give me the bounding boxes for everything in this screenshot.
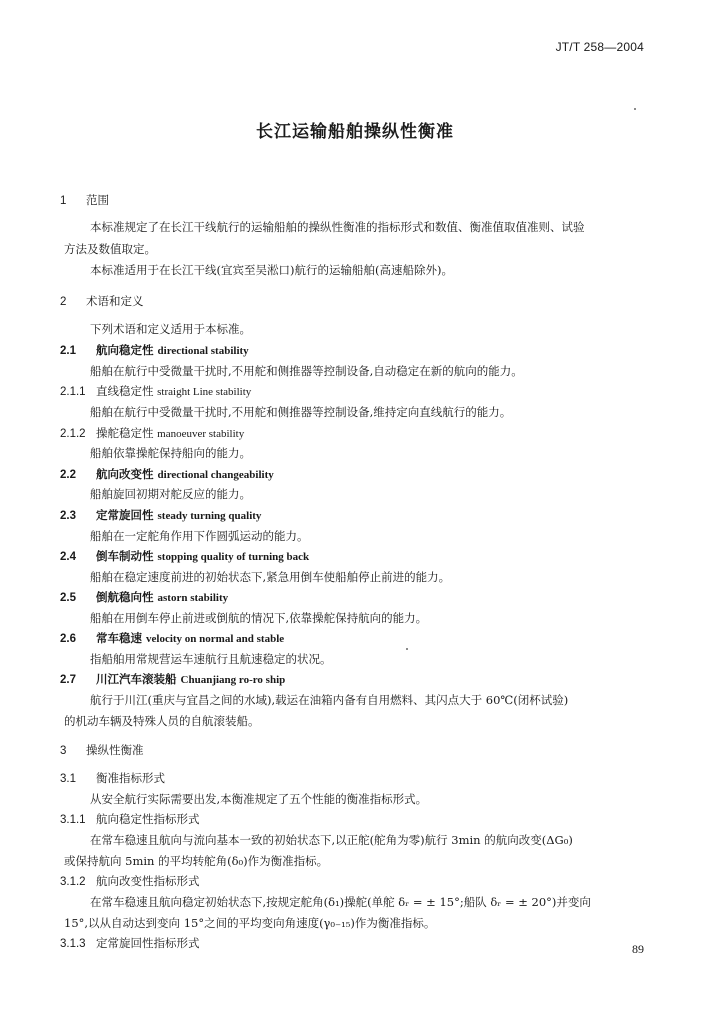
term-2-7-definition-line-1: 航行于川江(重庆与宜昌之间的水域),载运在油箱内备有自用燃料、其闪点大于 60℃(闭杯试验): [90, 693, 569, 707]
section-3-heading: 3 操纵性衡准: [60, 743, 144, 757]
term-2-5-definition: 船舶在用倒车停止前进或倒航的情况下,依靠操舵保持航向的能力。: [90, 611, 428, 625]
document-title: 长江运输船舶操纵性衡准: [256, 122, 454, 142]
section-1-paragraph-1-line-1: 本标准规定了在长江干线航行的运输船舶的操纵性衡准的指标形式和数值、衡准值取值准则、试验: [90, 220, 585, 234]
term-2-1-2-heading: 2.1.2 操舵稳定性 manoeuver stability: [60, 426, 245, 440]
section-2-heading: 2 术语和定义: [60, 294, 144, 308]
term-2-5-heading: 2.5 倒航稳向性 astorn stability: [60, 590, 229, 604]
clause-3-1-1-heading: 3.1.1 航向稳定性指标形式: [60, 812, 200, 826]
clause-3-1-1-line-2: 或保持航向 5min 的平均转舵角(δ₀)作为衡准指标。: [64, 854, 329, 868]
section-1-paragraph-1-line-2: 方法及数值取定。: [64, 242, 156, 256]
term-2-6-heading: 2.6 常车稳速 velocity on normal and stable: [60, 631, 285, 645]
clause-3-1-2-line-2: 15°,以从自动达到变向 15°之间的平均变向角速度(γ₀₋₁₅)作为衡准指标。: [64, 916, 436, 930]
term-2-7-heading: 2.7 川江汽车滚装船 Chuanjiang ro-ro ship: [60, 672, 286, 686]
section-1-paragraph-2: 本标准适用于在长江干线(宜宾至吴淞口)航行的运输船舶(高速船除外)。: [90, 263, 453, 277]
term-2-3-definition: 船舶在一定舵角作用下作圆弧运动的能力。: [90, 529, 309, 543]
scan-speck: [406, 648, 408, 650]
term-2-2-definition: 船舶旋回初期对舵反应的能力。: [90, 487, 251, 501]
term-2-1-2-definition: 船舶依靠操舵保持船向的能力。: [90, 446, 251, 460]
section-1-heading: 1 范围: [60, 193, 109, 207]
clause-3-1-1-line-1: 在常车稳速且航向与流向基本一致的初始状态下,以正舵(舵角为零)航行 3min 的航向改变(ΔG₀): [90, 833, 573, 847]
page-number: 89: [632, 942, 644, 956]
standard-code: JT/T 258—2004: [555, 40, 644, 54]
scan-speck: [634, 108, 636, 110]
term-2-4-heading: 2.4 倒车制动性 stopping quality of turning back: [60, 549, 310, 563]
term-2-1-1-heading: 2.1.1 直线稳定性 straight Line stability: [60, 384, 252, 398]
term-2-4-definition: 船舶在稳定速度前进的初始状态下,紧急用倒车使船舶停止前进的能力。: [90, 570, 451, 584]
clause-3-1-2-line-1: 在常车稳速且航向稳定初始状态下,按规定舵角(δ₁)操舵(单舵 δᵣ = ± 15°;船队 δᵣ = ± 20°)并变向: [90, 895, 591, 909]
term-2-1-definition: 船舶在航行中受微量干扰时,不用舵和侧推器等控制设备,自动稳定在新的航向的能力。: [90, 364, 523, 378]
clause-3-1-text: 从安全航行实际需要出发,本衡准规定了五个性能的衡准指标形式。: [90, 792, 428, 806]
term-2-2-heading: 2.2 航向改变性 directional changeability: [60, 467, 274, 481]
term-2-1-heading: 2.1 航向稳定性 directional stability: [60, 343, 249, 357]
clause-3-1-heading: 3.1 衡准指标形式: [60, 771, 165, 785]
term-2-6-definition: 指船舶用常规营运车速航行且航速稳定的状况。: [90, 652, 332, 666]
term-2-3-heading: 2.3 定常旋回性 steady turning quality: [60, 508, 262, 522]
term-2-1-1-definition: 船舶在航行中受微量干扰时,不用舵和侧推器等控制设备,维持定向直线航行的能力。: [90, 405, 512, 419]
section-2-intro: 下列术语和定义适用于本标准。: [90, 322, 251, 336]
clause-3-1-2-heading: 3.1.2 航向改变性指标形式: [60, 874, 200, 888]
clause-3-1-3-heading: 3.1.3 定常旋回性指标形式: [60, 936, 200, 950]
term-2-7-definition-line-2: 的机动车辆及特殊人员的自航滚装船。: [64, 714, 260, 728]
